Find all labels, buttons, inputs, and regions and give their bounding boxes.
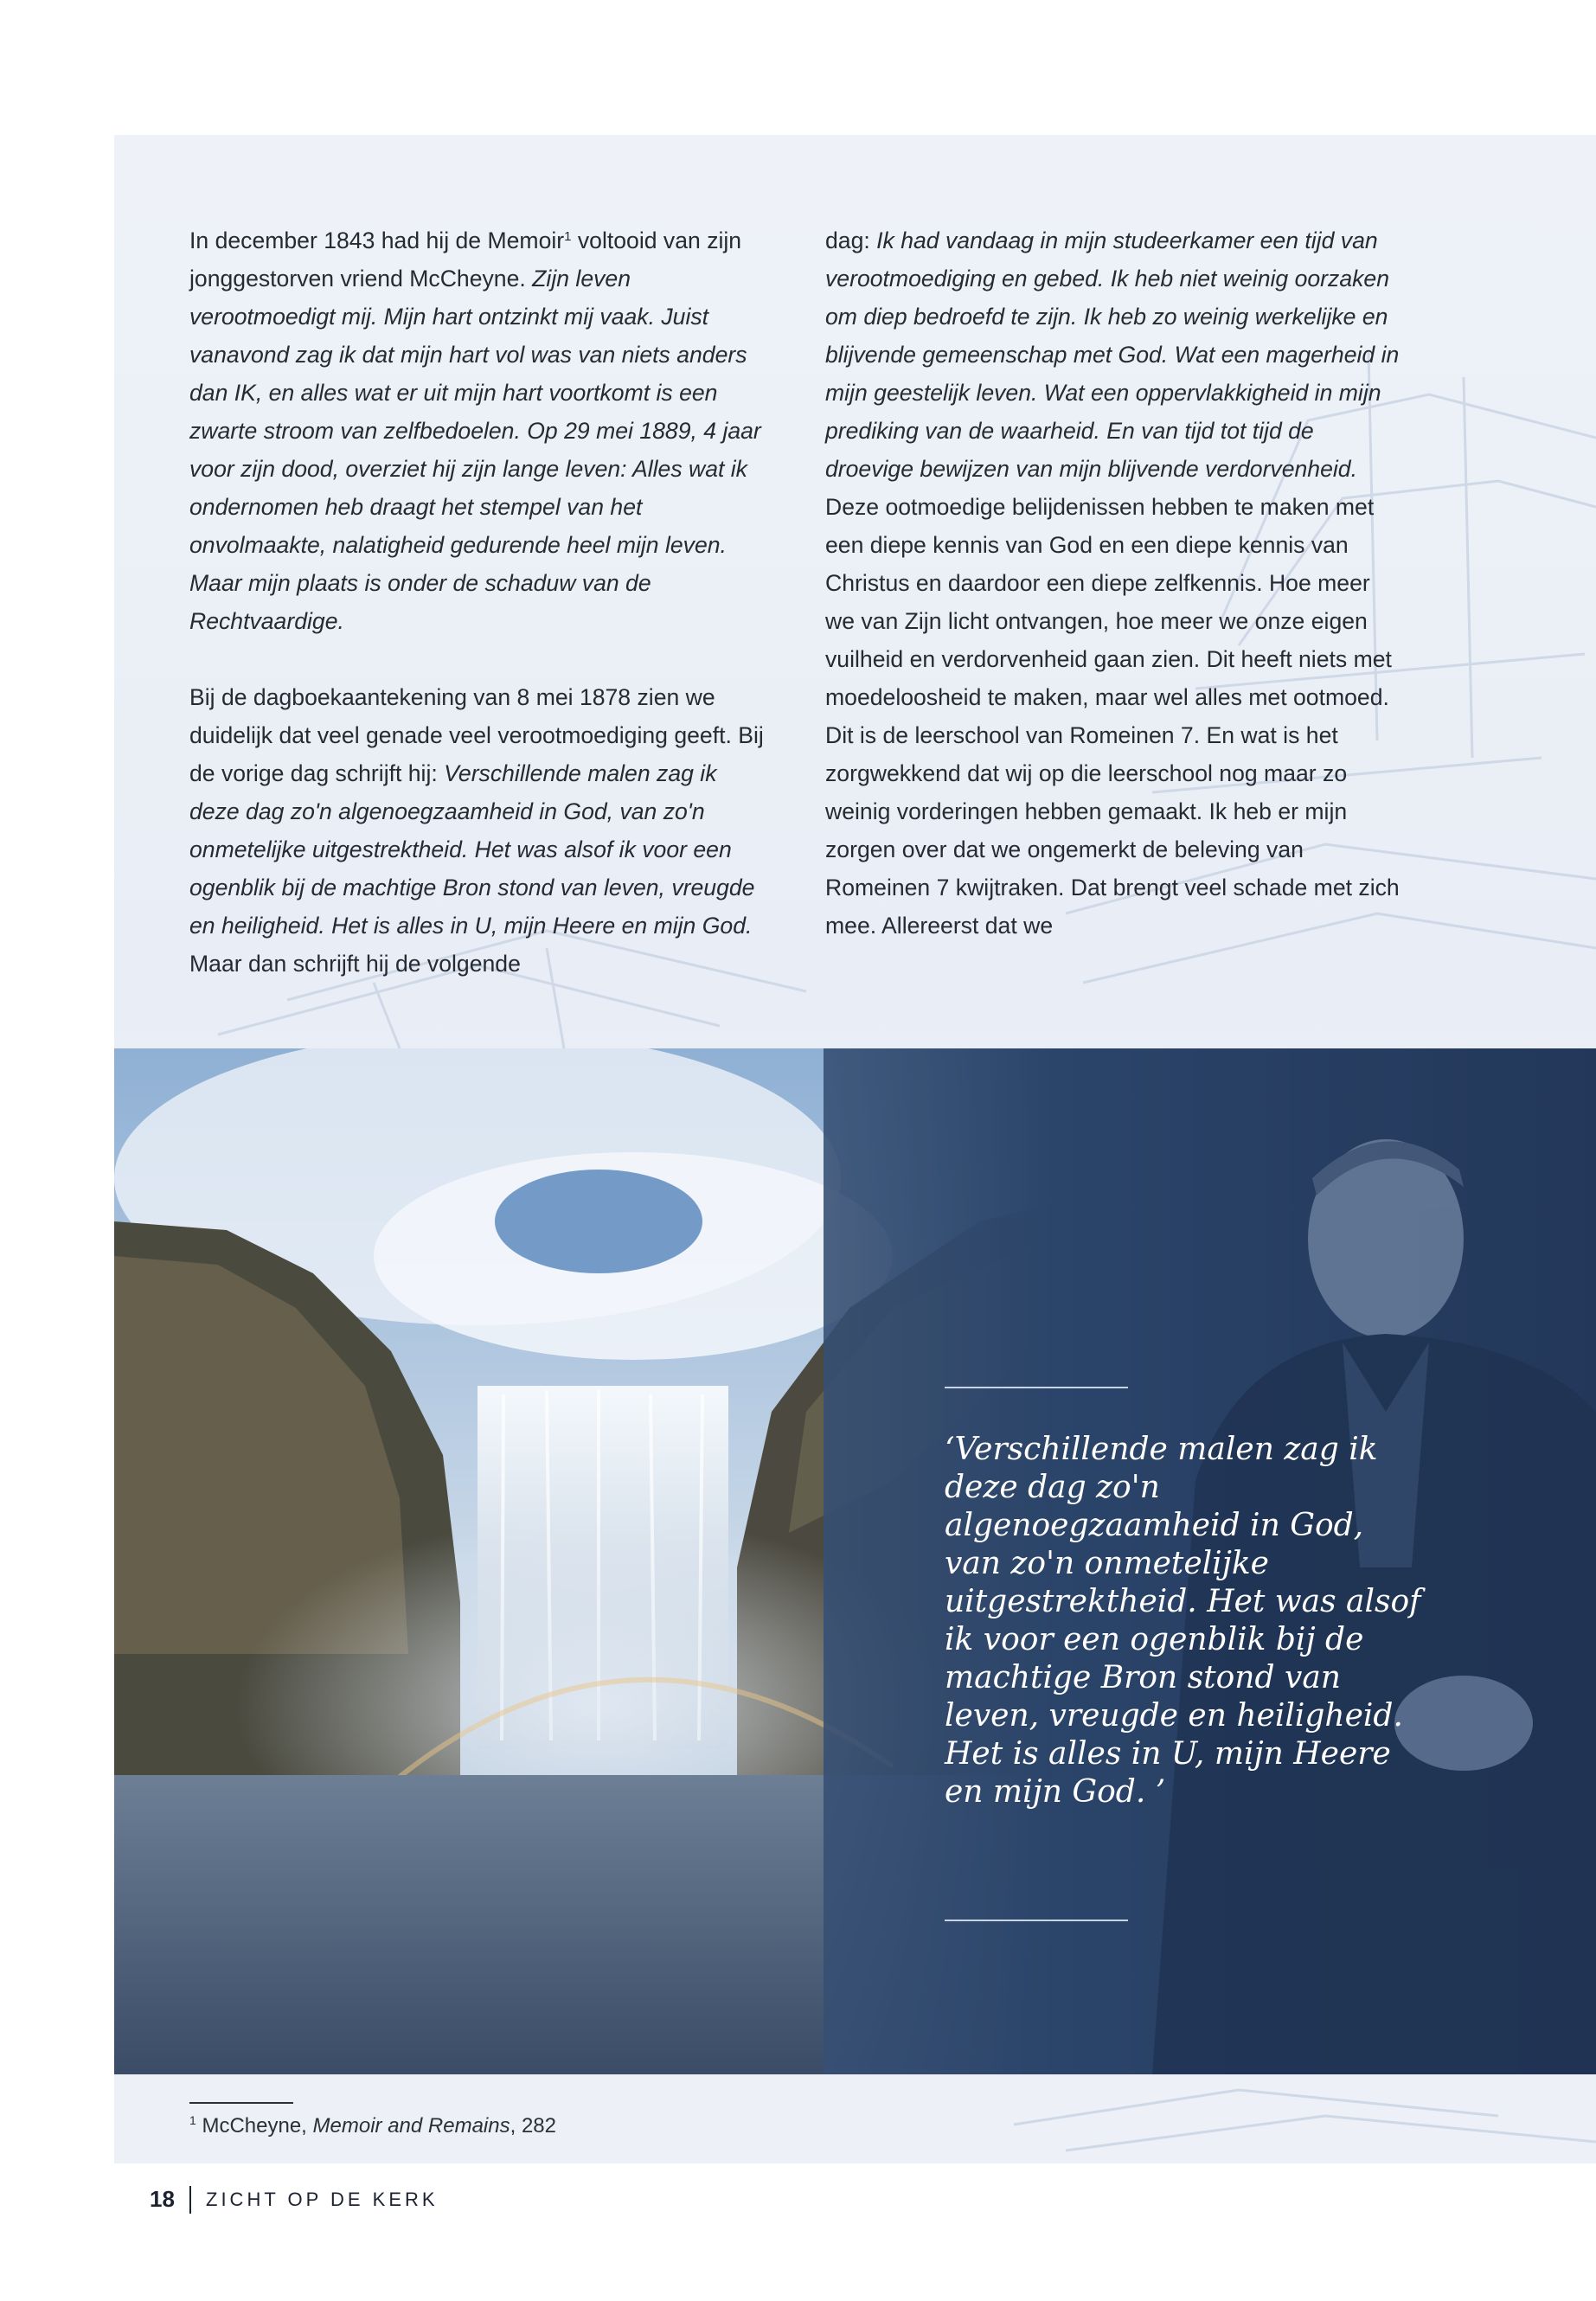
paragraph: [825, 488, 1405, 945]
magazine-name: ZICHT OP DE KERK: [206, 2189, 439, 2210]
article-panel: [114, 135, 1596, 2163]
text-run: Bij de dagboekaantekening van 8 mei 1878 zien we duidelijk dat veel genade veel verootmoediging geeft. Bij de vorige dag schrijft hij:: [189, 684, 764, 786]
right-column: [825, 221, 1405, 945]
footnote-rule: [189, 2102, 293, 2104]
text-run: Deze ootmoedige belijdenissen hebben te maken met een diepe kennis van God en een diepe kennis van Christus en daardoor een diepe zelfkennis. Hoe meer we van Zijn licht ontvangen, hoe meer we onze eigen vuilheid en verdorvenheid gaan zien. Dit heeft niets met moedeloosheid te maken, maar wel alles met ootmoed. Dit is de leerschool van Romeinen 7. En wat is het zorgwekkend dat wij op die leerschool nog maar zo weinig vorderingen hebben gemaakt. Ik heb er mijn zorgen over dat we ongemerkt de beleving van Romeinen 7 kwijtraken. Dat brengt veel schade met zich mee. Allereerst dat we: [825, 494, 1400, 939]
footnote-marker: 1: [189, 2113, 196, 2127]
footer-divider: [189, 2186, 191, 2214]
paragraph: [189, 678, 769, 983]
italic-quote-run: Verschillende malen zag ik deze dag zo'n algenoegzaamheid in God, van zo'n onmetelijke uitgestrektheid. Het was alsof ik voor een ogenblik bij de machtige Bron stond van leven, vreugde en heiligheid. Het is alles in U, mijn Heere en mijn God.: [189, 760, 755, 939]
italic-quote-run: Op 29 mei 1889, 4 jaar voor zijn dood, overziet hij zijn lange leven:: [189, 418, 761, 482]
paragraph: [825, 221, 1405, 488]
footnote-author: McCheyne,: [195, 2114, 313, 2138]
pull-quote: ‘Verschillende malen zag ik deze dag zo'n algenoegzaamheid in God, van zo'n onmetelijke uitgestrektheid. Het was alsof ik voor een ogenblik bij de machtige Bron stond van leven, vreugde en heiligheid. Het is alles in U, mijn Heere en mijn God. ’: [945, 1432, 1421, 1810]
text-run: In december 1843 had hij de Memoir: [189, 228, 565, 253]
footnote: [189, 2113, 556, 2138]
page-number: 18: [150, 2186, 175, 2212]
italic-quote-run: Ik had vandaag in mijn studeerkamer een tijd van verootmoediging en gebed. Ik heb niet weinig oorzaken om diep bedroefd te zijn. Ik heb zo weinig werkelijke en blijvende gemeenschap met God. Wat een magerheid in mijn geestelijk leven. Wat een oppervlakkigheid in mijn prediking van de waarheid. En van tijd tot tijd de droevige bewijzen van mijn blijvende verdorvenheid.: [825, 228, 1400, 482]
italic-quote-run: Alles wat ik ondernomen heb draagt het stempel van het onvolmaakte, nalatigheid gedurende heel mijn leven. Maar mijn plaats is onder de schaduw van de Rechtvaardige.: [189, 456, 747, 634]
italic-quote-run: Zijn leven verootmoedigt mij. Mijn hart ontzinkt mij vaak. Juist vanavond zag ik dat mijn hart vol was van niets anders dan IK, en alles wat er uit mijn hart voortkomt is een zwarte stroom van zelfbedoelen.: [189, 266, 747, 444]
footnote-reference: 1: [564, 229, 572, 244]
left-column: [189, 221, 769, 983]
text-run: Maar dan schrijft hij de volgende: [189, 951, 521, 977]
footnote-title: Memoir and Remains: [312, 2114, 510, 2138]
text-run: dag:: [825, 228, 877, 253]
paragraph: [189, 221, 769, 640]
quote-top-rule: [945, 1387, 1128, 1388]
text-run: voltooid van zijn jonggestorven vriend McCheyne.: [189, 228, 742, 292]
footnote-page: , 282: [510, 2114, 556, 2138]
quote-bottom-rule: [945, 1920, 1128, 1921]
